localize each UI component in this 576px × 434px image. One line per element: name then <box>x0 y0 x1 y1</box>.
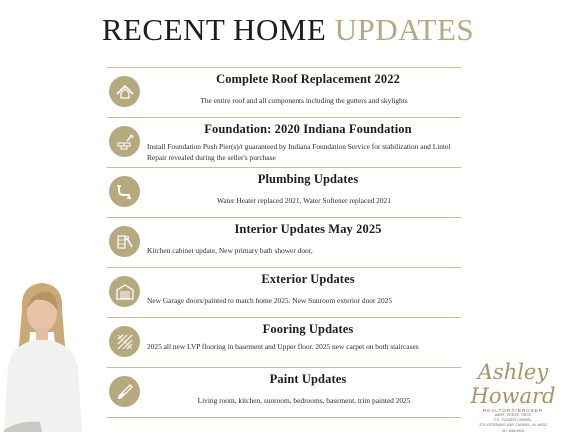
agent-signature: Ashley Howard <box>470 360 556 408</box>
agent-phone: 317-698-5906 <box>501 428 525 433</box>
item-description: 2025 all new LVP flooring in basement and Upper floor. 2025 new carpet on both staircases <box>147 342 419 351</box>
list-item <box>107 367 461 418</box>
agent-brokerage: F.C. TUCKER CARMEL <box>493 418 533 423</box>
list-item <box>107 317 461 367</box>
agent-role: REALTOR®/BROKER <box>482 408 544 413</box>
page-title <box>0 12 576 48</box>
item-description: The entire roof and all components including the gutters and skylights <box>200 96 408 105</box>
item-title: Foundation: 2020 Indiana Foundation <box>204 122 412 136</box>
agent-credentials: ABR®, SRES®, SRS® <box>494 413 532 417</box>
list-item <box>107 167 461 217</box>
list-item <box>107 217 461 267</box>
list-item <box>107 267 461 317</box>
item-title: Paint Updates <box>269 372 347 386</box>
item-title: Exterior Updates <box>261 272 355 286</box>
garage-icon <box>109 276 140 307</box>
item-title: Plumbing Updates <box>257 172 359 186</box>
flooring-icon <box>109 326 140 357</box>
item-description: Install Foundation Push Pier(s)/t guaranteed by Indiana Foundation Service for stabilization and Lintel Repair revealed during the seller's purchase <box>147 142 451 162</box>
agent-logo <box>457 360 569 433</box>
item-description: Kitchen cabinet update, New primary bath shower door, <box>147 246 313 255</box>
item-title: Fooring Updates <box>262 322 354 336</box>
list-item <box>107 67 461 117</box>
title-part-1: RECENT HOME <box>101 12 335 47</box>
list-item <box>107 117 461 167</box>
interior-tools-icon <box>109 226 140 257</box>
item-description: Living room, kitchen, sunroom, bedrooms, basement, trim painted 2025 <box>197 396 411 405</box>
item-title: Interior Updates May 2025 <box>234 222 382 236</box>
agent-portrait <box>0 280 84 432</box>
title-part-2: UPDATES <box>334 12 475 47</box>
foundation-icon <box>109 126 140 157</box>
paint-brush-icon <box>109 376 140 407</box>
item-description: Water Heater replaced 2021, Water Softener replaced 2021 <box>217 196 391 205</box>
item-description: New Garage doors/painted to match home 2025. New Sunroom exterior door 2025 <box>147 296 393 305</box>
roof-icon <box>109 76 140 107</box>
plumbing-icon <box>109 176 140 207</box>
agent-address: 370 VETERANS WAY CARMEL, IN 46032 <box>479 423 547 428</box>
updates-list <box>107 67 461 418</box>
item-title: Complete Roof Replacement 2022 <box>216 72 400 86</box>
